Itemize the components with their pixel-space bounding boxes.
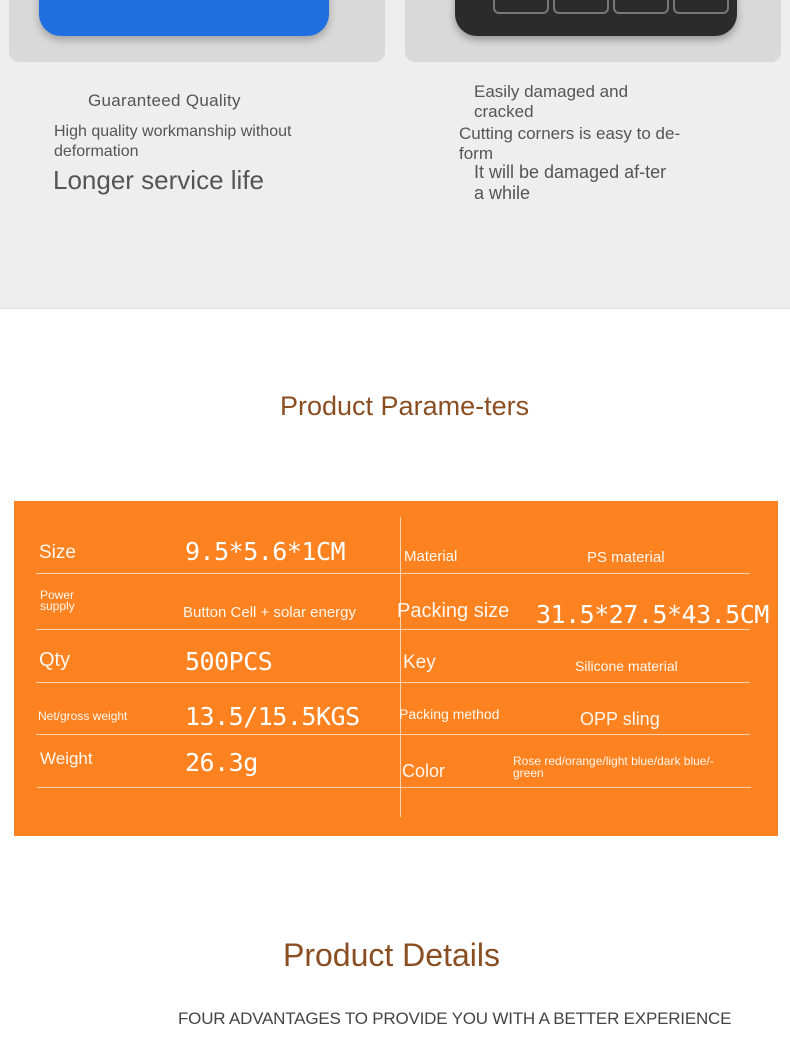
weight-label: Weight	[40, 749, 93, 768]
key-label: Key	[403, 652, 436, 673]
calculator-key	[553, 0, 609, 14]
inferior-point-after-while: It will be damaged af-ter a while	[474, 162, 667, 203]
row-divider	[36, 573, 750, 574]
packing-method-value: OPP sling	[580, 709, 660, 729]
product-details-title: Product Details	[283, 937, 500, 973]
quality-point-workmanship: High quality workmanship without deformation	[54, 123, 292, 160]
key-value: Silicone material	[575, 658, 678, 674]
inferior-product-photo	[405, 0, 781, 62]
size-label: Size	[39, 542, 76, 563]
qty-label: Qty	[39, 649, 71, 671]
net-gross-weight-value: 13.5/15.5KGS	[185, 702, 360, 731]
row-divider	[36, 734, 750, 735]
parameters-table	[14, 501, 778, 836]
color-value: Rose red/orange/light blue/dark blue/-green	[513, 754, 714, 780]
quality-point-service-life: Longer service life	[53, 165, 264, 195]
calculator-key	[613, 0, 669, 14]
material-label: Material	[404, 548, 458, 565]
qty-value: 500PCS	[185, 647, 273, 676]
packing-size-label: Packing size	[397, 600, 510, 622]
blue-calculator-image	[39, 0, 329, 36]
color-label: Color	[402, 761, 446, 781]
packing-method-label: Packing method	[399, 706, 500, 722]
row-divider	[36, 629, 750, 630]
weight-value: 26.3g	[185, 748, 258, 777]
advantages-subtitle: FOUR ADVANTAGES TO PROVIDE YOU WITH A BETTER EXPERIENCE	[178, 1009, 732, 1028]
calculator-key	[673, 0, 729, 14]
comparison-band	[0, 0, 790, 309]
size-value: 9.5*5.6*1CM	[185, 537, 346, 566]
power-supply-label: Power supply	[40, 588, 75, 613]
calculator-key	[493, 0, 549, 14]
row-divider	[36, 682, 750, 683]
material-value: PS material	[587, 549, 665, 566]
black-calculator-image	[455, 0, 737, 36]
row-divider	[37, 787, 751, 788]
guaranteed-quality-heading: Guaranteed Quality	[88, 91, 241, 110]
net-gross-weight-label: Net/gross weight	[38, 709, 128, 723]
inferior-point-cutting-corners: Cutting corners is easy to de-form	[459, 124, 681, 163]
inferior-point-damaged: Easily damaged and cracked	[474, 82, 629, 121]
quality-product-photo	[9, 0, 385, 62]
packing-size-value: 31.5*27.5*43.5CM	[536, 600, 769, 629]
product-parameters-title: Product Parame-ters	[280, 391, 530, 421]
column-divider	[400, 517, 401, 817]
power-supply-value: Button Cell + solar energy	[183, 604, 357, 621]
